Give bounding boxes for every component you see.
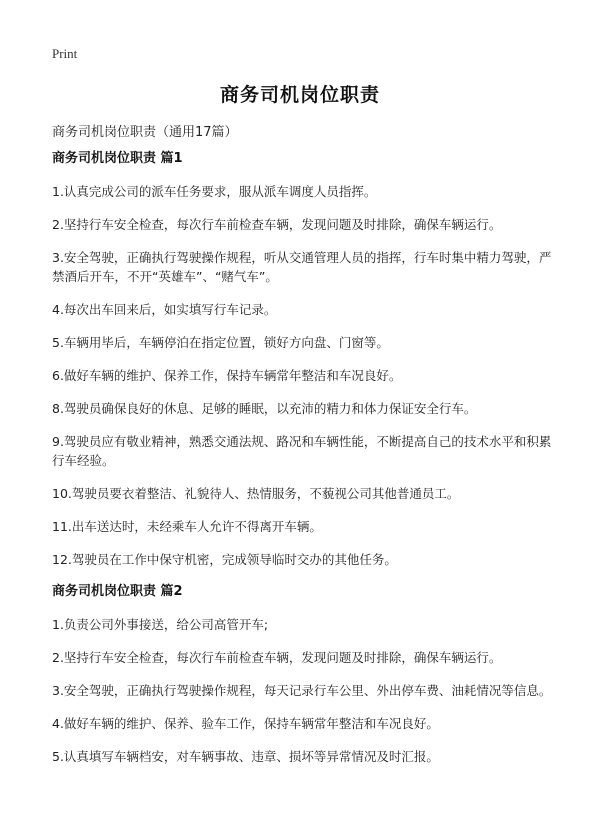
list-item: 5.认真填写车辆档安，对车辆事故、违章、损坏等异常情况及时汇报。 <box>52 749 439 764</box>
list-item: 1.负责公司外事接送，给公司高管开车; <box>52 617 269 632</box>
list-item: 5.车辆用毕后，车辆停泊在指定位置，锁好方向盘、门窗等。 <box>52 335 389 350</box>
section-heading: 商务司机岗位职责 篇2 <box>52 584 183 599</box>
list-item: 11.出车送达时，未经乘车人允许不得离开车辆。 <box>52 519 322 534</box>
list-item: 4.每次出车回来后，如实填写行车记录。 <box>52 302 277 317</box>
document-content <box>52 150 552 780</box>
list-item: 12.驾驶员在工作中保守机密，完成领导临时交办的其他任务。 <box>52 552 397 567</box>
list-item: 3.安全驾驶，正确执行驾驶操作规程，听从交通管理人员的指挥，行车时集中精力驾驶，严禁酒后开车，不开“英雄车”、“赌气车”。 <box>52 250 552 284</box>
list-item: 4.做好车辆的维护、保养、验车工作，保持车辆常年整洁和车况良好。 <box>52 716 439 731</box>
list-item: 2.坚持行车安全检查，每次行车前检查车辆，发现问题及时排除，确保车辆运行。 <box>52 650 502 665</box>
section-2 <box>52 583 552 766</box>
section-1 <box>52 150 552 569</box>
list-item: 9.驾驶员应有敬业精神，熟悉交通法规、路况和车辆性能，不断提高自己的技术水平和积累行车经验。 <box>52 434 552 468</box>
page-title: 商务司机岗位职责 <box>219 84 380 106</box>
list-item: 6.做好车辆的维护、保养工作，保持车辆常年整洁和车况良好。 <box>52 368 402 383</box>
list-item: 10.驾驶员要衣着整洁、礼貌待人、热情服务，不藐视公司其他普通员工。 <box>52 486 460 501</box>
section-heading: 商务司机岗位职责 篇1 <box>52 151 183 166</box>
list-item: 2.坚持行车安全检查，每次行车前检查车辆，发现问题及时排除，确保车辆运行。 <box>52 217 502 232</box>
print-label: Print <box>52 46 78 61</box>
page-subtitle: 商务司机岗位职责（通用17篇） <box>52 125 238 140</box>
list-item: 8.驾驶员确保良好的休息、足够的睡眠，以充沛的精力和体力保证安全行车。 <box>52 401 477 416</box>
list-item: 1.认真完成公司的派车任务要求，服从派车调度人员指挥。 <box>52 184 377 199</box>
list-item: 3.安全驾驶，正确执行驾驶操作规程，每天记录行车公里、外出停车费、油耗情况等信息。 <box>52 683 552 698</box>
